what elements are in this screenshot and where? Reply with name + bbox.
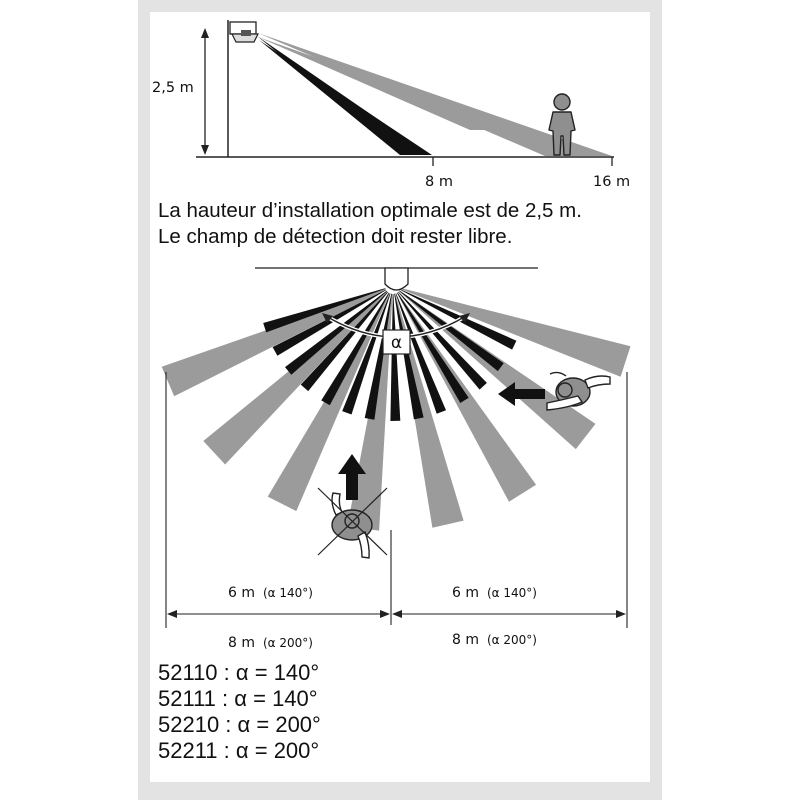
model-code: 52211 xyxy=(158,738,218,763)
height-arrow-up-icon xyxy=(201,28,209,38)
model-line: 52110 : α = 140° xyxy=(158,660,320,685)
detector-top-icon xyxy=(385,268,408,290)
height-arrow-down-icon xyxy=(201,145,209,155)
model-list xyxy=(158,660,321,764)
dim-arrow-icon xyxy=(167,610,177,618)
dim-arrow-icon xyxy=(380,610,390,618)
model-alpha: 200° xyxy=(275,712,321,737)
far-distance-label: 16 m xyxy=(593,174,631,190)
near-distance-label: 8 m xyxy=(425,174,453,190)
model-line: 52210 : α = 200° xyxy=(158,712,321,737)
angle-label: α xyxy=(390,333,403,353)
model-alpha: 200° xyxy=(273,738,320,763)
model-alpha: 140° xyxy=(273,660,320,685)
left-6m-label: 6 m (α 140°) xyxy=(228,585,313,601)
side-view xyxy=(152,20,630,190)
model-line: 52111 : α = 140° xyxy=(158,686,318,711)
person-walking-left-icon xyxy=(547,372,610,410)
caption-line-2: Le champ de détection doit rester libre. xyxy=(158,225,513,248)
mid-beam xyxy=(258,37,520,130)
right-8m-label: 8 m (α 200°) xyxy=(452,632,537,648)
top-view xyxy=(162,268,631,651)
model-alpha: 140° xyxy=(272,686,318,711)
caption-line-1: La hauteur d’installation optimale est de 2,5 m. xyxy=(158,199,582,222)
model-line: 52211 : α = 200° xyxy=(158,738,320,763)
detector-side-icon xyxy=(230,22,258,42)
dim-arrow-icon xyxy=(392,610,402,618)
model-code: 52110 xyxy=(158,660,218,685)
right-6m-label: 6 m (α 140°) xyxy=(452,585,537,601)
model-code: 52111 xyxy=(158,686,216,711)
height-label: 2,5 m xyxy=(152,80,194,96)
left-8m-label: 8 m (α 200°) xyxy=(228,635,313,651)
model-code: 52210 xyxy=(158,712,220,737)
dim-arrow-icon xyxy=(616,610,626,618)
